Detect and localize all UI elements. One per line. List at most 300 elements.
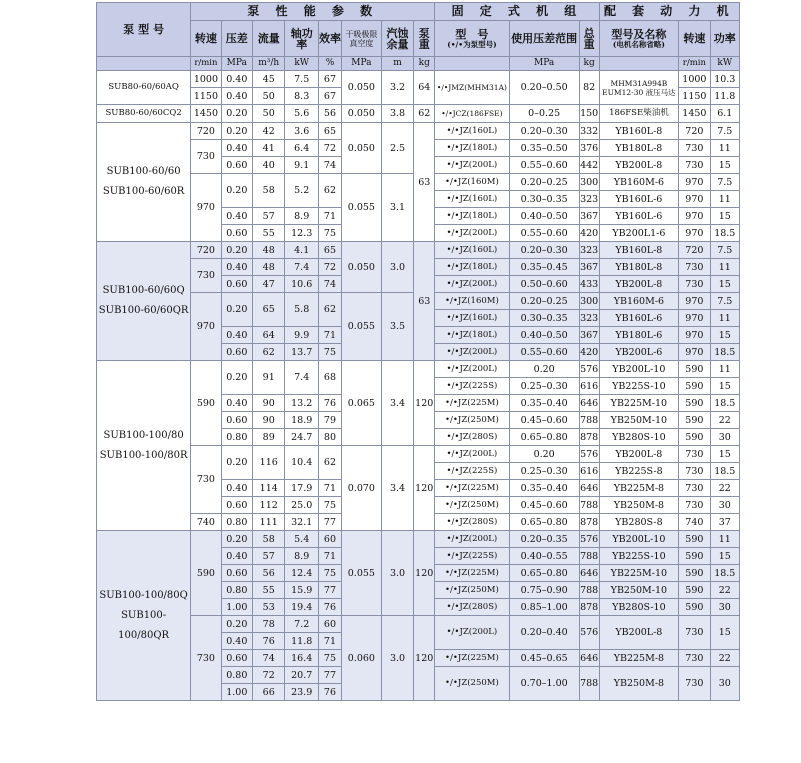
pump-model-cell: SUB100-60/60Q SUB100-60/60QR — [97, 242, 191, 361]
unit-model-cell: •/•JZ(225S) — [435, 463, 509, 480]
motor-model-cell: YB200L1-6 — [599, 225, 679, 242]
shaft-power-cell: 23.9 — [285, 684, 319, 701]
pressure-diff-cell: 0.60 — [221, 497, 252, 514]
unit-model-cell: •/•JZ(160M) — [435, 293, 509, 310]
table-row — [97, 361, 740, 378]
shaft-power-cell: 5.6 — [285, 105, 319, 123]
motor-speed-cell: 730 — [679, 157, 710, 174]
motor-speed-cell: 590 — [679, 582, 710, 599]
efficiency-cell: 60 — [318, 616, 341, 633]
operating-range-cell: 0.35–0.45 — [509, 259, 579, 276]
motor-power-header: 功率 — [710, 21, 739, 57]
motor-speed-cell: 590 — [679, 412, 710, 429]
npsh-cell: 3.0 — [381, 242, 413, 293]
pressure-diff-cell: 0.40 — [221, 259, 252, 276]
pressure-diff-cell: 0.40 — [221, 548, 252, 565]
pressure-diff-cell: 0.80 — [221, 429, 252, 446]
motor-model-cell: YB225M-10 — [599, 395, 679, 412]
motor-speed-cell: 590 — [679, 531, 710, 548]
total-weight-cell: 878 — [579, 514, 599, 531]
efficiency-cell: 75 — [318, 344, 341, 361]
operating-range-cell: 0.45–0.60 — [509, 497, 579, 514]
flow-cell: 58 — [253, 174, 285, 208]
motor-speed-cell: 590 — [679, 361, 710, 378]
unit-model-header — [435, 21, 509, 57]
motor-speed-cell: 590 — [679, 395, 710, 412]
pressure-diff-cell: 0.20 — [221, 123, 252, 140]
pump-weight-cell: 63 — [414, 242, 435, 361]
motor-model-cell: YB160L-6 — [599, 191, 679, 208]
motor-model-cell: YB250M-10 — [599, 412, 679, 429]
motor-power-cell: 10.3 — [710, 71, 739, 88]
unit-cell — [435, 57, 509, 71]
total-weight-cell: 646 — [579, 480, 599, 497]
operating-range-cell: 0.70–1.00 — [509, 667, 579, 701]
unit-model-cell: •/•JZ(250M) — [435, 497, 509, 514]
npsh-cell: 3.2 — [381, 71, 413, 105]
efficiency-cell: 62 — [318, 446, 341, 480]
motor-power-cell: 11 — [710, 140, 739, 157]
motor-model-cell: YB250M-8 — [599, 497, 679, 514]
total-weight-cell: 367 — [579, 259, 599, 276]
unit-model-cell: •/•JZ(200L) — [435, 344, 509, 361]
motor-power-cell: 18.5 — [710, 344, 739, 361]
shaft-power-cell: 25.0 — [285, 497, 319, 514]
pump-weight-cell: 120 — [414, 361, 435, 446]
pump-model-cell: SUB80-60/60CQ2 — [97, 105, 191, 123]
motor-model-header — [599, 21, 679, 57]
flow-cell: 111 — [253, 514, 285, 531]
pressure-diff-cell: 0.60 — [221, 157, 252, 174]
unit-model-cell: •/•JZ(225M) — [435, 650, 509, 667]
shaft-power-cell: 20.7 — [285, 667, 319, 684]
shaft-power-cell: 5.2 — [285, 174, 319, 208]
shaft-power-cell: 5.4 — [285, 531, 319, 548]
efficiency-cell: 80 — [318, 429, 341, 446]
flow-cell: 55 — [253, 225, 285, 242]
table-row — [97, 105, 740, 123]
shaft-power-cell: 10.6 — [285, 276, 319, 293]
pump-model-header: 泵 型 号 — [97, 3, 191, 57]
motor-speed-cell: 730 — [679, 650, 710, 667]
shaft-power-cell: 4.1 — [285, 242, 319, 259]
flow-cell: 62 — [253, 344, 285, 361]
flow-cell: 64 — [253, 327, 285, 344]
operating-range-cell: 0.55–0.60 — [509, 157, 579, 174]
operating-range-cell: 0.20–0.35 — [509, 531, 579, 548]
dry-vacuum-cell: 0.060 — [341, 616, 381, 701]
total-weight-cell: 576 — [579, 531, 599, 548]
speed-cell: 720 — [191, 123, 221, 140]
motor-model-title: 型号及名称 — [611, 27, 667, 41]
operating-range-cell: 0.20 — [509, 361, 579, 378]
table-row — [97, 616, 740, 633]
shaft-power-cell: 19.4 — [285, 599, 319, 616]
efficiency-cell: 72 — [318, 259, 341, 276]
speed-cell: 730 — [191, 259, 221, 293]
npsh-cell: 2.5 — [381, 123, 413, 174]
shaft-power-cell: 15.9 — [285, 582, 319, 599]
units-row-spacer — [97, 57, 191, 71]
motor-model-cell: YB280S-8 — [599, 514, 679, 531]
operating-range-cell: 0.55–0.60 — [509, 344, 579, 361]
efficiency-cell: 71 — [318, 480, 341, 497]
power-unit-group-header: 配 套 动 力 机 — [599, 3, 739, 21]
unit-cell: r/min — [679, 57, 710, 71]
pump-weight-cell: 120 — [414, 446, 435, 531]
flow-cell: 48 — [253, 242, 285, 259]
unit-cell: m — [381, 57, 413, 71]
motor-speed-header: 转速 — [679, 21, 710, 57]
efficiency-cell: 67 — [318, 88, 341, 105]
operating-range-cell: 0.25–0.30 — [509, 463, 579, 480]
dry-vacuum-cell: 0.050 — [341, 105, 381, 123]
unit-model-cell: •/•JZ(280S) — [435, 599, 509, 616]
operating-range-cell: 0.40–0.55 — [509, 548, 579, 565]
shaft-power-cell: 11.8 — [285, 633, 319, 650]
total-weight-cell: 788 — [579, 497, 599, 514]
dry-vacuum-cell: 0.055 — [341, 293, 381, 361]
unit-model-cell: •/•JZ(280S) — [435, 514, 509, 531]
motor-speed-cell: 1450 — [679, 105, 710, 123]
efficiency-cell: 71 — [318, 548, 341, 565]
flow-cell: 76 — [253, 633, 285, 650]
efficiency-cell: 75 — [318, 565, 341, 582]
speed-cell: 1000 — [191, 71, 221, 88]
pressure-diff-header: 压差 — [221, 21, 252, 57]
operating-range-cell: 0.45–0.60 — [509, 412, 579, 429]
unit-model-cell: •/•JZ(280S) — [435, 429, 509, 446]
efficiency-cell: 62 — [318, 174, 341, 208]
total-weight-cell: 300 — [579, 174, 599, 191]
motor-speed-cell: 590 — [679, 599, 710, 616]
motor-model-cell: YB250M-8 — [599, 667, 679, 701]
shaft-power-header: 轴功率 — [285, 21, 319, 57]
speed-cell: 730 — [191, 140, 221, 174]
efficiency-cell: 65 — [318, 242, 341, 259]
motor-speed-cell: 590 — [679, 378, 710, 395]
dry-vacuum-cell: 0.065 — [341, 361, 381, 446]
total-weight-cell: 788 — [579, 667, 599, 701]
motor-speed-cell: 970 — [679, 225, 710, 242]
pressure-diff-cell: 0.20 — [221, 105, 252, 123]
unit-model-cell: •/•JZ(250M) — [435, 412, 509, 429]
motor-speed-cell: 730 — [679, 497, 710, 514]
efficiency-cell: 71 — [318, 327, 341, 344]
unit-cell: kW — [285, 57, 319, 71]
total-weight-cell: 576 — [579, 446, 599, 463]
operating-range-cell: 0.25–0.30 — [509, 378, 579, 395]
motor-model-cell: YB280S-10 — [599, 429, 679, 446]
motor-power-cell: 22 — [710, 480, 739, 497]
shaft-power-cell: 13.2 — [285, 395, 319, 412]
operating-range-cell: 0.35–0.40 — [509, 395, 579, 412]
total-weight-cell: 367 — [579, 327, 599, 344]
shaft-power-cell: 3.6 — [285, 123, 319, 140]
motor-speed-cell: 970 — [679, 208, 710, 225]
motor-model-cell: YB225M-8 — [599, 650, 679, 667]
unit-model-cell: •/•JZ(200L) — [435, 276, 509, 293]
pressure-diff-cell: 0.20 — [221, 446, 252, 480]
unit-model-note: (•/•为泵型号) — [447, 39, 497, 49]
operating-range-cell: 0.40–0.50 — [509, 327, 579, 344]
motor-model-cell: YB225S-10 — [599, 378, 679, 395]
flow-cell: 89 — [253, 429, 285, 446]
npsh-header: 汽蚀余量 — [381, 21, 413, 57]
total-weight-cell: 646 — [579, 650, 599, 667]
shaft-power-cell: 10.4 — [285, 446, 319, 480]
pressure-diff-cell: 1.00 — [221, 599, 252, 616]
pressure-diff-cell: 0.60 — [221, 344, 252, 361]
efficiency-cell: 72 — [318, 140, 341, 157]
shaft-power-cell: 7.2 — [285, 616, 319, 633]
pressure-diff-cell: 0.60 — [221, 276, 252, 293]
motor-power-cell: 15 — [710, 378, 739, 395]
motor-model-cell: YB250M-10 — [599, 582, 679, 599]
total-weight-cell: 332 — [579, 123, 599, 140]
motor-speed-cell: 720 — [679, 123, 710, 140]
total-weight-cell: 788 — [579, 582, 599, 599]
motor-speed-cell: 590 — [679, 565, 710, 582]
efficiency-cell: 77 — [318, 667, 341, 684]
pressure-diff-cell: 0.60 — [221, 565, 252, 582]
flow-cell: 116 — [253, 446, 285, 480]
flow-cell: 74 — [253, 650, 285, 667]
flow-cell: 56 — [253, 565, 285, 582]
unit-cell: kW — [710, 57, 739, 71]
operating-range-cell: 0.20–0.25 — [509, 174, 579, 191]
pump-weight-cell: 63 — [414, 123, 435, 242]
speed-header: 转速 — [191, 21, 221, 57]
shaft-power-cell: 9.1 — [285, 157, 319, 174]
pump-weight-cell: 120 — [414, 531, 435, 616]
npsh-cell: 3.8 — [381, 105, 413, 123]
motor-power-cell: 30 — [710, 429, 739, 446]
shaft-power-cell: 7.4 — [285, 361, 319, 395]
motor-model-cell: YB200L-10 — [599, 531, 679, 548]
motor-model-cell: YB160L-6 — [599, 310, 679, 327]
unit-cell: m³/h — [253, 57, 285, 71]
flow-cell: 66 — [253, 684, 285, 701]
operating-range-cell: 0–0.25 — [509, 105, 579, 123]
motor-power-cell: 15 — [710, 616, 739, 650]
operating-range-cell: 0.65–0.80 — [509, 565, 579, 582]
motor-power-cell: 15 — [710, 446, 739, 463]
efficiency-cell: 67 — [318, 71, 341, 88]
speed-cell: 970 — [191, 174, 221, 242]
motor-speed-cell: 590 — [679, 429, 710, 446]
operating-range-cell: 0.35–0.40 — [509, 480, 579, 497]
dry-vacuum-cell: 0.050 — [341, 71, 381, 105]
efficiency-cell: 75 — [318, 650, 341, 667]
unit-model-cell: •/•JZ(200L) — [435, 361, 509, 378]
flow-cell: 112 — [253, 497, 285, 514]
dry-vacuum-cell: 0.050 — [341, 123, 381, 174]
operating-range-cell: 0.50–0.60 — [509, 276, 579, 293]
dry-vacuum-cell: 0.050 — [341, 242, 381, 293]
operating-range-cell: 0.30–0.35 — [509, 310, 579, 327]
unit-model-cell: •/•JZ(225M) — [435, 395, 509, 412]
efficiency-cell: 71 — [318, 633, 341, 650]
shaft-power-cell: 7.4 — [285, 259, 319, 276]
efficiency-cell: 75 — [318, 497, 341, 514]
flow-cell: 90 — [253, 395, 285, 412]
unit-model-cell: •/•JZ(225M) — [435, 480, 509, 497]
pressure-diff-cell: 0.60 — [221, 650, 252, 667]
flow-cell: 50 — [253, 88, 285, 105]
unit-model-cell: •/•JZ(180L) — [435, 140, 509, 157]
table-row — [97, 446, 740, 463]
unit-model-cell: •/•JZ(160L) — [435, 191, 509, 208]
motor-model-cell: YB180L-8 — [599, 140, 679, 157]
flow-cell: 47 — [253, 276, 285, 293]
unit-model-cell: •/•JZ(200L) — [435, 531, 509, 548]
motor-power-cell: 7.5 — [710, 174, 739, 191]
flow-cell: 78 — [253, 616, 285, 633]
motor-power-cell: 11 — [710, 259, 739, 276]
unit-model-cell: •/•JZ(250M) — [435, 667, 509, 701]
total-weight-cell: 323 — [579, 242, 599, 259]
efficiency-header: 效率 — [318, 21, 341, 57]
shaft-power-cell: 13.7 — [285, 344, 319, 361]
motor-speed-cell: 730 — [679, 276, 710, 293]
motor-power-cell: 18.5 — [710, 565, 739, 582]
fixed-unit-group-header: 固 定 式 机 组 — [435, 3, 599, 21]
flow-header: 流量 — [253, 21, 285, 57]
motor-power-cell: 11 — [710, 361, 739, 378]
shaft-power-cell: 7.5 — [285, 71, 319, 88]
flow-cell: 57 — [253, 548, 285, 565]
pressure-diff-cell: 0.20 — [221, 293, 252, 327]
motor-power-cell: 7.5 — [710, 293, 739, 310]
speed-cell: 590 — [191, 361, 221, 446]
operating-range-header: 使用压差范围 — [509, 21, 579, 57]
efficiency-cell: 60 — [318, 531, 341, 548]
unit-cell: r/min — [191, 57, 221, 71]
speed-cell: 970 — [191, 293, 221, 361]
dry-vacuum-cell: 0.055 — [341, 174, 381, 242]
flow-cell: 50 — [253, 105, 285, 123]
efficiency-cell: 74 — [318, 157, 341, 174]
motor-speed-cell: 970 — [679, 293, 710, 310]
pressure-diff-cell: 0.40 — [221, 208, 252, 225]
pressure-diff-cell: 0.80 — [221, 514, 252, 531]
pressure-diff-cell: 0.20 — [221, 531, 252, 548]
motor-model-cell: YB160L-8 — [599, 123, 679, 140]
operating-range-cell: 0.45–0.65 — [509, 650, 579, 667]
pump-model-cell: SUB100-60/60 SUB100-60/60R — [97, 123, 191, 242]
motor-power-cell: 7.5 — [710, 242, 739, 259]
unit-cell: MPa — [509, 57, 579, 71]
total-weight-cell: 323 — [579, 310, 599, 327]
operating-range-cell: 0.65–0.80 — [509, 514, 579, 531]
speed-cell: 730 — [191, 446, 221, 514]
motor-speed-cell: 970 — [679, 191, 710, 208]
motor-speed-cell: 740 — [679, 514, 710, 531]
flow-cell: 65 — [253, 293, 285, 327]
motor-model-cell: YB200L-10 — [599, 361, 679, 378]
npsh-cell: 3.4 — [381, 446, 413, 531]
table-row — [97, 242, 740, 259]
motor-speed-cell: 970 — [679, 310, 710, 327]
motor-power-cell: 6.1 — [710, 105, 739, 123]
pressure-diff-cell: 0.20 — [221, 361, 252, 395]
shaft-power-cell: 32.1 — [285, 514, 319, 531]
motor-speed-cell: 730 — [679, 667, 710, 701]
pressure-diff-cell: 0.40 — [221, 327, 252, 344]
motor-model-cell: YB200L-8 — [599, 276, 679, 293]
flow-cell: 41 — [253, 140, 285, 157]
pressure-diff-cell: 0.40 — [221, 395, 252, 412]
motor-speed-cell: 1150 — [679, 88, 710, 105]
operating-range-cell: 0.35–0.50 — [509, 140, 579, 157]
pressure-diff-cell: 0.40 — [221, 633, 252, 650]
motor-model-cell: YB200L-6 — [599, 344, 679, 361]
total-weight-cell: 376 — [579, 140, 599, 157]
motor-model-note: (电机名称省略) — [612, 39, 665, 49]
unit-model-cell: •/•JZ(180L) — [435, 208, 509, 225]
npsh-cell: 3.0 — [381, 616, 413, 701]
motor-model-cell: 186FSE柴油机 — [599, 105, 679, 123]
total-weight-cell: 150 — [579, 105, 599, 123]
unit-model-cell: •/•JZ(200L) — [435, 225, 509, 242]
total-weight-cell: 300 — [579, 293, 599, 310]
speed-cell: 730 — [191, 616, 221, 701]
unit-model-cell: •/•JZ(225S) — [435, 378, 509, 395]
motor-speed-cell: 730 — [679, 463, 710, 480]
efficiency-cell: 74 — [318, 276, 341, 293]
pressure-diff-cell: 0.40 — [221, 71, 252, 88]
motor-speed-cell: 730 — [679, 140, 710, 157]
shaft-power-cell: 8.3 — [285, 88, 319, 105]
pump-performance-table — [96, 2, 740, 701]
flow-cell: 42 — [253, 123, 285, 140]
motor-model-cell: YB200L-8 — [599, 446, 679, 463]
pump-performance-group-header: 泵 性 能 参 数 — [191, 3, 435, 21]
pressure-diff-cell: 0.80 — [221, 582, 252, 599]
dry-vacuum-cell: 0.070 — [341, 446, 381, 531]
flow-cell: 40 — [253, 157, 285, 174]
total-weight-cell: 576 — [579, 616, 599, 650]
pressure-diff-cell: 0.20 — [221, 242, 252, 259]
efficiency-cell: 75 — [318, 225, 341, 242]
total-weight-cell: 646 — [579, 395, 599, 412]
speed-cell: 590 — [191, 531, 221, 616]
operating-range-cell: 0.20–0.40 — [509, 616, 579, 650]
shaft-power-cell: 5.8 — [285, 293, 319, 327]
motor-power-cell: 18.5 — [710, 225, 739, 242]
dry-vacuum-cell: 0.055 — [341, 531, 381, 616]
motor-speed-cell: 590 — [679, 548, 710, 565]
flow-cell: 55 — [253, 582, 285, 599]
speed-cell: 1450 — [191, 105, 221, 123]
motor-power-cell: 37 — [710, 514, 739, 531]
total-weight-cell: 788 — [579, 548, 599, 565]
motor-speed-cell: 970 — [679, 174, 710, 191]
shaft-power-cell: 8.9 — [285, 208, 319, 225]
motor-model-cell: YB200L-8 — [599, 616, 679, 650]
pressure-diff-cell: 0.40 — [221, 88, 252, 105]
npsh-cell: 3.4 — [381, 361, 413, 446]
motor-power-cell: 30 — [710, 497, 739, 514]
npsh-cell: 3.5 — [381, 293, 413, 361]
efficiency-cell: 56 — [318, 105, 341, 123]
efficiency-cell: 76 — [318, 395, 341, 412]
motor-speed-cell: 730 — [679, 616, 710, 650]
shaft-power-cell: 17.9 — [285, 480, 319, 497]
unit-model-cell: •/•JZ(160L) — [435, 310, 509, 327]
total-weight-cell: 878 — [579, 599, 599, 616]
